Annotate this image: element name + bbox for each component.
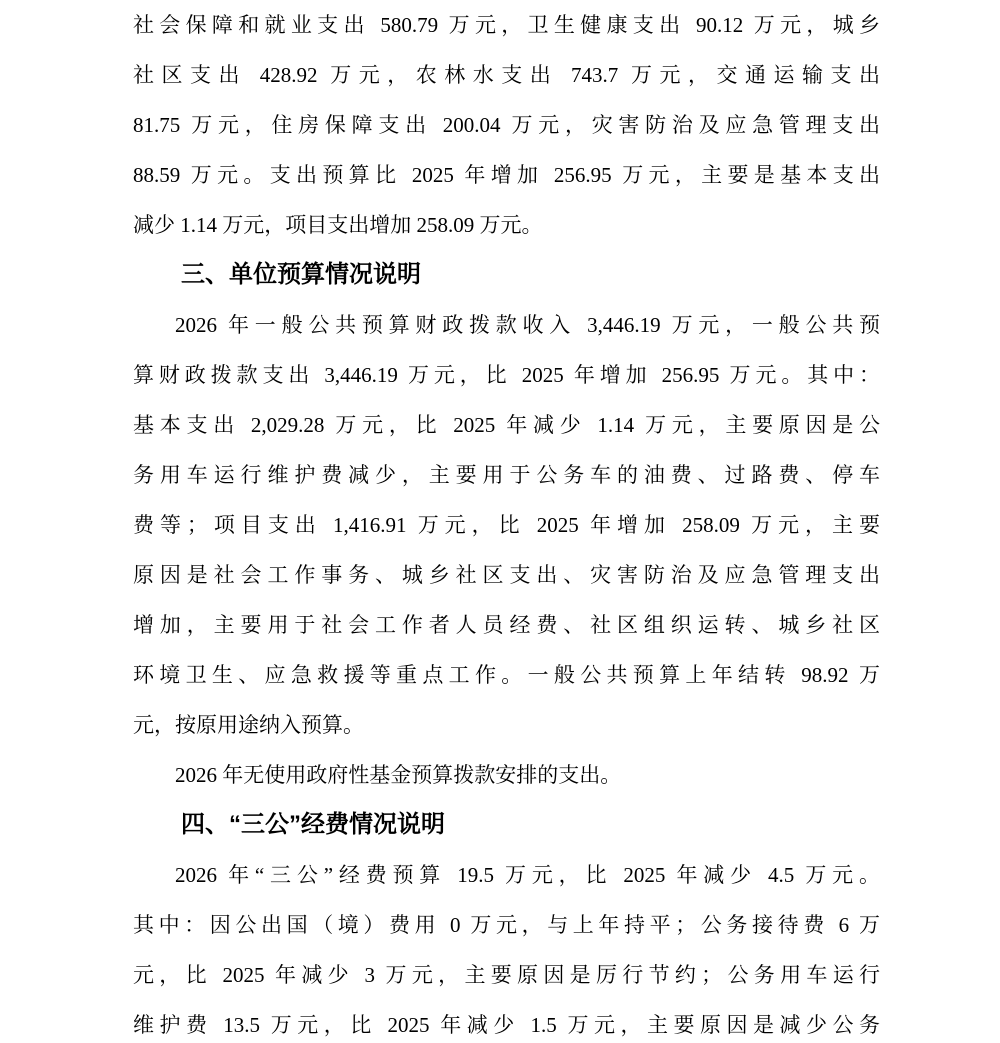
text-line: 元，比 2025 年减少 3 万元，主要原因是厉行节约；公务用车运行 [133,963,880,987]
text-line: 减少 1.14 万元，项目支出增加 258.09 万元。 [133,213,543,237]
section-heading-three-public-expenses: 四、“三公”经费情况说明 [181,811,445,838]
text-line: 原因是社会工作事务、城乡社区支出、灾害防治及应急管理支出 [133,563,880,587]
text-line: 88.59 万元。支出预算比 2025 年增加 256.95 万元，主要是基本支出 [133,163,880,187]
text-line: 2026 年“三公”经费预算 19.5 万元，比 2025 年减少 4.5 万元。 [175,863,880,887]
text-line: 环境卫生、应急救援等重点工作。一般公共预算上年结转 98.92 万 [133,663,880,687]
text-line: 2026 年无使用政府性基金预算拨款安排的支出。 [175,763,622,787]
paragraph-three-public-expenses [133,850,880,1043]
text-line: 算财政拨款支出 3,446.19 万元，比 2025 年增加 256.95 万元。其中： [133,363,880,387]
text-line: 其中：因公出国（境）费用 0 万元，与上年持平；公务接待费 6 万 [133,913,880,937]
text-line: 维护费 13.5 万元，比 2025 年减少 1.5 万元，主要原因是减少公务 [133,1013,880,1037]
text-line: 元，按原用途纳入预算。 [133,713,364,737]
paragraph-budget-details [133,300,880,750]
text-line: 务用车运行维护费减少，主要用于公务车的油费、过路费、停车 [133,463,880,487]
text-line: 社会保障和就业支出 580.79 万元，卫生健康支出 90.12 万元，城乡 [133,13,880,37]
section-heading-unit-budget: 三、单位预算情况说明 [181,261,421,288]
text-line: 81.75 万元，住房保障支出 200.04 万元，灾害防治及应急管理支出 [133,113,880,137]
text-line: 费等；项目支出 1,416.91 万元，比 2025 年增加 258.09 万元，主要 [133,513,880,537]
paragraph-expense-breakdown [133,0,880,250]
paragraph-government-fund [133,750,880,800]
text-line: 2026 年一般公共预算财政拨款收入 3,446.19 万元，一般公共预 [175,313,880,337]
text-line: 基本支出 2,029.28 万元，比 2025 年减少 1.14 万元，主要原因是公 [133,413,880,437]
text-line: 社区支出 428.92 万元，农林水支出 743.7 万元，交通运输支出 [133,63,880,87]
text-line: 增加，主要用于社会工作者人员经费、社区组织运转、城乡社区 [133,613,880,637]
